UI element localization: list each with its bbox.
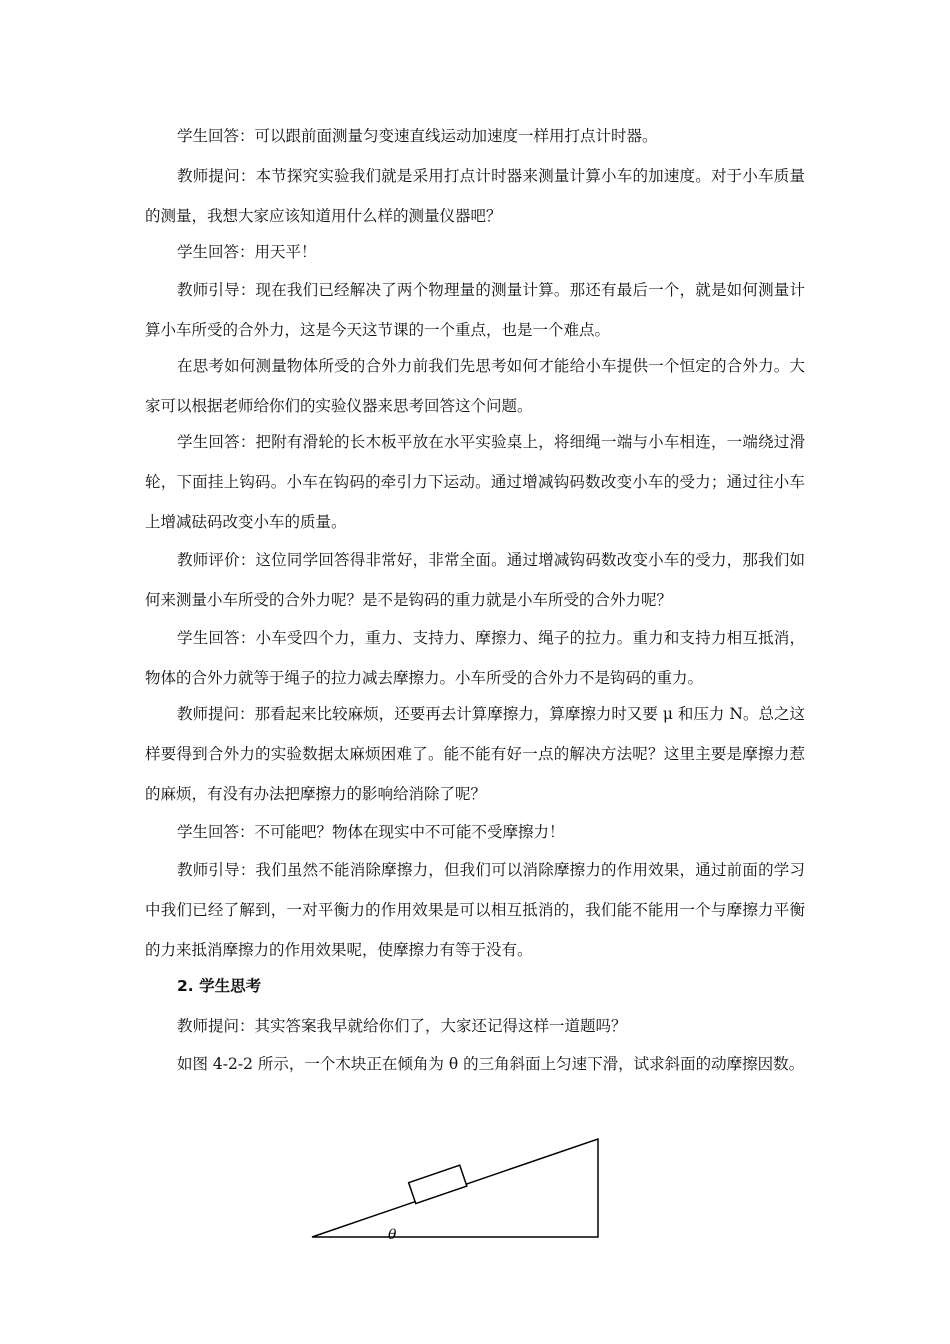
incline-figure [300,1125,620,1255]
paragraph-teacher-guide-2: 教师引导：我们虽然不能消除摩擦力，但我们可以消除摩擦力的作用效果，通过前面的学习中我们已经了解到，一对平衡力的作用效果是可以相互抵消的，我们能不能用一个与摩擦力平衡的力来抵消摩擦力的作用效果呢，使摩擦力有等于没有。 [145,861,805,959]
paragraph-student-answer-2: 学生回答：用天平！ [177,243,317,261]
paragraph-teacher-evaluation: 教师评价：这位同学回答得非常好，非常全面。通过增减钩码数改变小车的受力，那我们如何来测量小车所受的合外力呢？是不是钩码的重力就是小车所受的合外力呢？ [145,551,805,609]
paragraph-student-answer-4: 学生回答：小车受四个力，重力、支持力、摩擦力、绳子的拉力。重力和支持力相互抵消，物体的合外力就等于绳子的拉力减去摩擦力。小车所受的合外力不是钩码的重力。 [145,629,805,687]
paragraph-teacher-guide-1: 教师引导：现在我们已经解决了两个物理量的测量计算。那还有最后一个，就是如何测量计算小车所受的合外力，这是今天这节课的一个重点，也是一个难点。 [145,281,805,339]
paragraph-teacher-question-1: 教师提问：本节探究实验我们就是采用打点计时器来测量计算小车的加速度。对于小车质量的测量，我想大家应该知道用什么样的测量仪器吧？ [145,167,805,225]
incline-diagram [300,1125,620,1255]
paragraph-student-answer-1: 学生回答：可以跟前面测量匀变速直线运动加速度一样用打点计时器。 [177,127,658,145]
paragraph-student-answer-5: 学生回答：不可能吧？物体在现实中不可能不受摩擦力！ [177,823,565,841]
paragraph-teacher-question-3: 教师提问：其实答案我早就给你们了，大家还记得这样一道题吗？ [177,1017,627,1035]
paragraph-teacher-question-2: 教师提问：那看起来比较麻烦，还要再去计算摩擦力，算摩擦力时又要 μ 和压力 N。总之这样要得到合外力的实验数据太麻烦困难了。能不能有好一点的解决方法呢？这里主要是摩擦力惹的麻烦，有没有办法把摩擦力的影响给消除了呢？ [145,705,805,803]
wooden-block [409,1165,467,1203]
angle-theta-label: θ [388,1227,397,1243]
section-heading: 2. 学生思考 [177,977,262,995]
paragraph-thinking: 在思考如何测量物体所受的合外力前我们先思考如何才能给小车提供一个恒定的合外力。大家可以根据老师给你们的实验仪器来思考回答这个问题。 [145,357,805,415]
paragraph-problem-statement: 如图 4-2-2 所示，一个木块正在倾角为 θ 的三角斜面上匀速下滑，试求斜面的动摩擦因数。 [177,1055,805,1073]
paragraph-student-answer-3: 学生回答：把附有滑轮的长木板平放在水平实验桌上，将细绳一端与小车相连，一端绕过滑轮，下面挂上钩码。小车在钩码的牵引力下运动。通过增减钩码数改变小车的受力；通过往小车上增减砝码改变小车的质量。 [145,433,805,531]
